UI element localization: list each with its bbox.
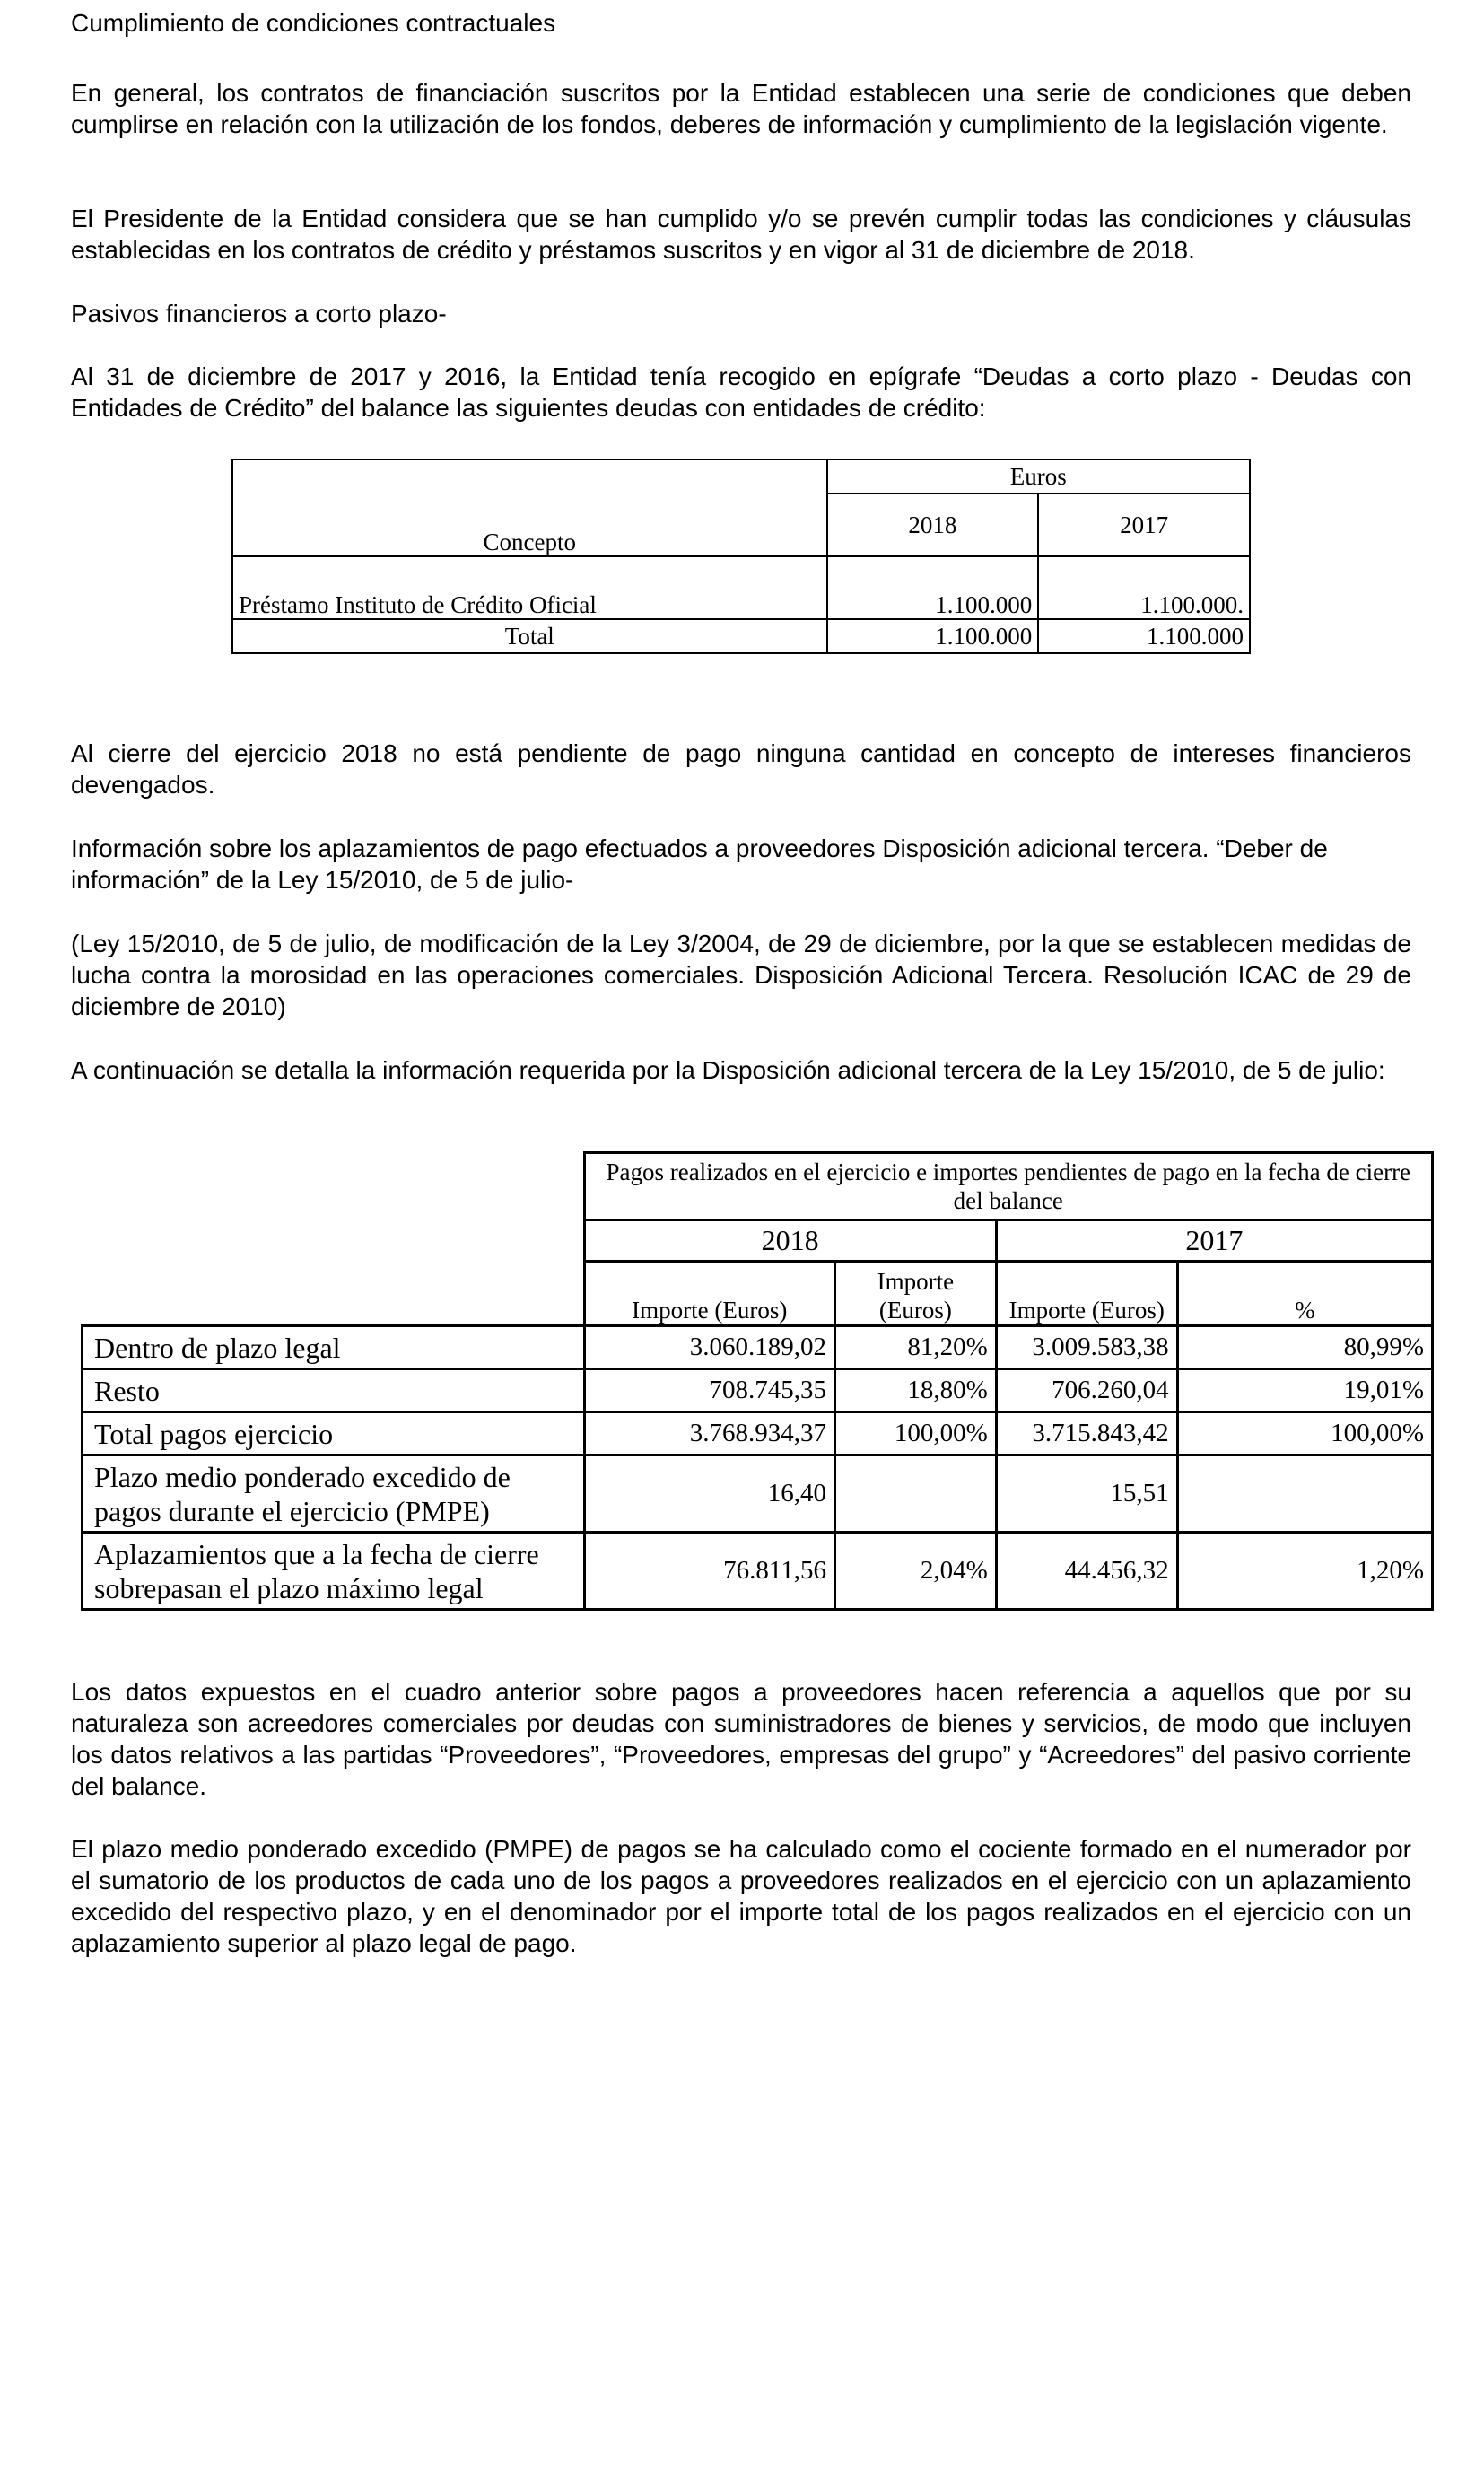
- paragraph-suppliers-data: Los datos expuestos en el cuadro anterior sobre pagos a proveedores hacen referencia a aquellos que por su naturaleza son acreedores comerciales por deudas con suministradores de bienes y servicios, de modo que incluyen los datos relativos a las partidas “Proveedores”, “Proveedores, empresas del grupo” y “Acreedores” del pasivo corriente del balance.: [71, 1678, 1411, 1800]
- row-value: 18,80%: [835, 1369, 997, 1412]
- row-label: Resto: [83, 1369, 585, 1412]
- empty-corner-cell: [83, 1153, 585, 1326]
- row-loan-label: Préstamo Instituto de Crédito Oficial: [232, 556, 827, 619]
- header-importe-2017: Importe (Euros): [996, 1262, 1177, 1326]
- supplier-payments-table: [81, 1151, 1434, 1611]
- paragraph-info-intro: A continuación se detalla la información requerida por la Disposición adicional tercera de la Ley 15/2010, de 5 de julio:: [71, 1056, 1385, 1084]
- row-value: 44.456,32: [996, 1533, 1177, 1610]
- row-value: [1177, 1455, 1432, 1533]
- row-value: 3.009.583,38: [996, 1326, 1177, 1369]
- row-total-label: Total: [232, 619, 827, 653]
- row-label: Total pagos ejercicio: [83, 1412, 585, 1455]
- row-value: 706.260,04: [996, 1369, 1177, 1412]
- table-row: [83, 1412, 1433, 1455]
- row-value: 19,01%: [1177, 1369, 1432, 1412]
- header-year-2018: 2018: [584, 1220, 996, 1262]
- row-value: 3.768.934,37: [584, 1412, 835, 1455]
- row-value: 15,51: [996, 1455, 1177, 1533]
- row-value: 2,04%: [835, 1533, 997, 1610]
- header-pct-2017: %: [1177, 1262, 1432, 1326]
- header-euros: Euros: [827, 459, 1250, 494]
- paragraph-short-term-heading: Pasivos financieros a corto plazo-: [71, 300, 447, 328]
- paragraph-pmpe-definition: El plazo medio ponderado excedido (PMPE) de pagos se ha calculado como el cociente formado en el numerador por el sumatorio de los productos de cada uno de los pagos a proveedores realizados en el ejercicio con un aplazamiento excedido del respectivo plazo, y en el denominador por el importe total de los pagos realizados en el ejercicio con un aplazamiento superior al plazo legal de pago.: [71, 1835, 1411, 1957]
- header-year-2018: 2018: [827, 494, 1039, 556]
- paragraph-president-statement: El Presidente de la Entidad considera que se han cumplido y/o se prevén cumplir todas las condiciones y cláusulas establecidas en los contratos de crédito y préstamos suscritos y en vigor al 31 de diciembre de 2018.: [71, 205, 1411, 264]
- header-year-2017: 2017: [996, 1220, 1432, 1262]
- row-value: 100,00%: [1177, 1412, 1432, 1455]
- row-value: 16,40: [584, 1455, 835, 1533]
- paragraph-short-term-debts: Al 31 de diciembre de 2017 y 2016, la Entidad tenía recogido en epígrafe “Deudas a corto plazo - Deudas con Entidades de Crédito” del balance las siguientes deudas con entidades de crédito:: [71, 363, 1411, 422]
- row-value: 3.715.843,42: [996, 1412, 1177, 1455]
- row-value: 80,99%: [1177, 1326, 1432, 1369]
- row-value: 708.745,35: [584, 1369, 835, 1412]
- header-concepto: Concepto: [232, 459, 827, 556]
- row-value: 81,20%: [835, 1326, 997, 1369]
- row-value: 100,00%: [835, 1412, 997, 1455]
- row-total-2017: 1.100.000: [1038, 619, 1250, 653]
- table-title: Pagos realizados en el ejercicio e importes pendientes de pago en la fecha de cierre del balance: [584, 1153, 1432, 1220]
- section-heading: Cumplimiento de condiciones contractuales: [71, 9, 556, 37]
- row-value: [835, 1455, 997, 1533]
- header-importe-pct-2018: Importe (Euros): [835, 1262, 997, 1326]
- row-loan-2017: 1.100.000.: [1038, 556, 1250, 619]
- paragraph-deferrals-heading: Información sobre los aplazamientos de pago efectuados a proveedores Disposición adicional tercera. “Deber de información” de la Ley 15/2010, de 5 de julio-: [71, 835, 1328, 894]
- row-label: Plazo medio ponderado excedido de pagos durante el ejercicio (PMPE): [83, 1455, 585, 1533]
- table-row: [83, 1455, 1433, 1533]
- paragraph-law-reference: (Ley 15/2010, de 5 de julio, de modificación de la Ley 3/2004, de 29 de diciembre, por la que se establecen medidas de lucha contra la morosidad en las operaciones comerciales. Disposición Adicional Tercera. Resolución ICAC de 29 de diciembre de 2010): [71, 930, 1411, 1020]
- paragraph-interest-status: Al cierre del ejercicio 2018 no está pendiente de pago ninguna cantidad en concepto de intereses financieros devengados.: [71, 739, 1411, 799]
- credit-debts-table: [231, 459, 1251, 654]
- header-importe-2018: Importe (Euros): [584, 1262, 835, 1326]
- row-label: Aplazamientos que a la fecha de cierre sobrepasan el plazo máximo legal: [83, 1533, 585, 1610]
- table-row: [83, 1369, 1433, 1412]
- paragraph-financing-conditions: En general, los contratos de financiación suscritos por la Entidad establecen una serie de condiciones que deben cumplirse en relación con la utilización de los fondos, deberes de información y cumplimiento de la legislación vigente.: [71, 79, 1411, 138]
- table-row: [83, 1326, 1433, 1369]
- row-label: Dentro de plazo legal: [83, 1326, 585, 1369]
- header-year-2017: 2017: [1038, 494, 1250, 556]
- row-value: 1,20%: [1177, 1533, 1432, 1610]
- row-loan-2018: 1.100.000: [827, 556, 1039, 619]
- row-total-2018: 1.100.000: [827, 619, 1039, 653]
- row-value: 76.811,56: [584, 1533, 835, 1610]
- row-value: 3.060.189,02: [584, 1326, 835, 1369]
- table-row: [83, 1533, 1433, 1610]
